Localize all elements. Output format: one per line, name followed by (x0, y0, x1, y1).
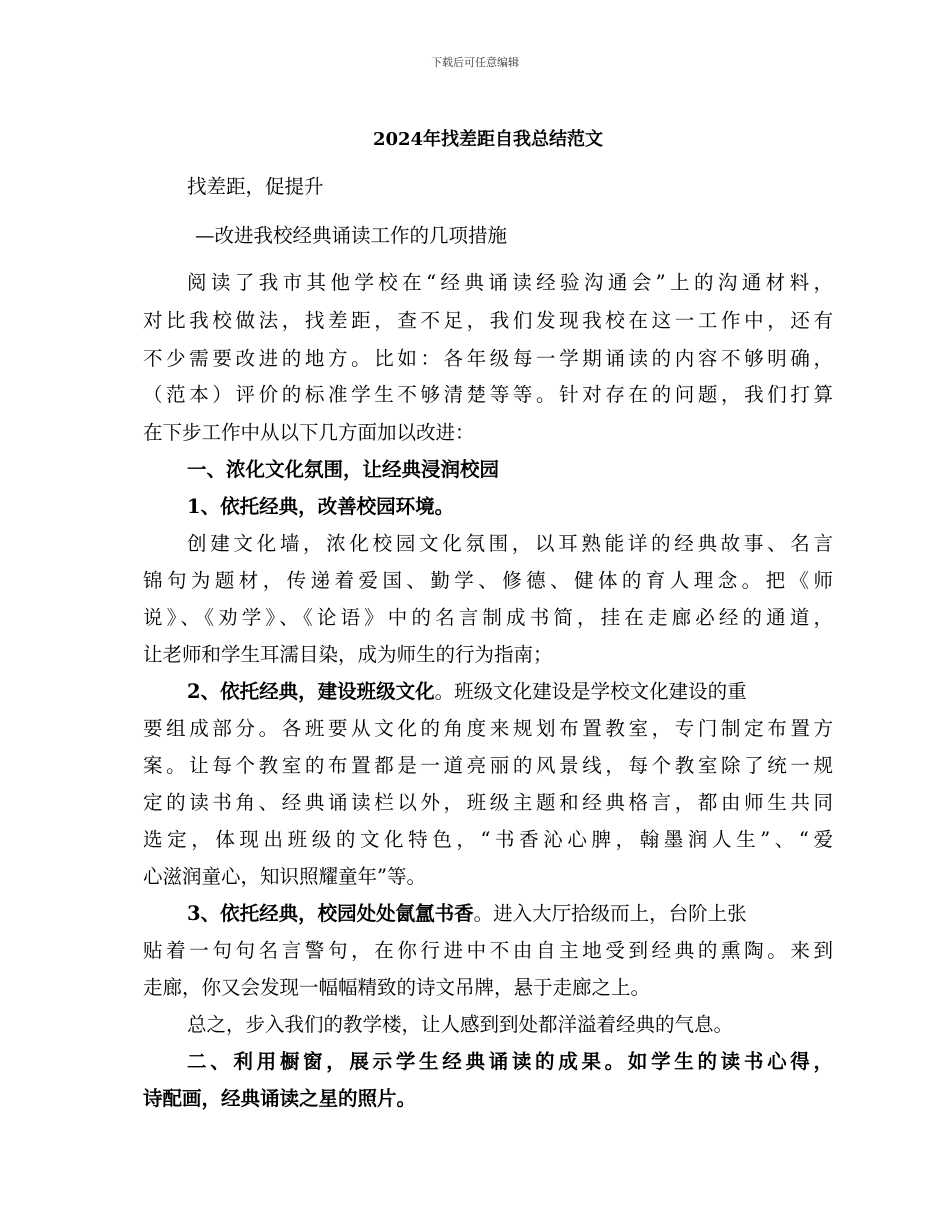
paragraph-line: 让老师和学生耳濡目染，成为师生的行为指南； (143, 643, 553, 666)
paragraph-line: 对比我校做法，找差距，查不足，我们发现我校在这一工作中，还有 (143, 309, 833, 332)
inline-text: 。班级文化建设是学校文化建设的重 (434, 680, 747, 703)
paragraph-line: 走廊，你又会发现一幅幅精致的诗文吊牌，悬于走廊之上。 (143, 976, 651, 999)
paragraph-line: 创建文化墙，浓化校园文化氛围，以耳熟能详的经典故事、名言 (187, 532, 833, 555)
paragraph-line (187, 677, 747, 707)
paragraph-line: 案。让每个教室的布置都是一道亮丽的风景线，每个教室除了统一规 (143, 754, 833, 777)
subtitle-sub: —改进我校经典诵读工作的几项措施 (195, 224, 508, 247)
paragraph-line: 定的读书角、经典诵读栏以外，班级主题和经典格言，都由师生共同 (143, 791, 833, 814)
subsection-heading: 1、依托经典，改善校园环境。 (187, 495, 455, 518)
subtitle-main: 找差距，促提升 (187, 175, 324, 198)
paragraph-line: 锦句为题材，传递着爱国、勤学、修德、健体的育人理念。把《师 (143, 569, 833, 592)
paragraph-line: 贴着一句句名言警句，在你行进中不由自主地受到经典的熏陶。来到 (143, 939, 833, 962)
paragraph-line: 要组成部分。各班要从文化的角度来规划布置教室，专门制定布置方 (143, 717, 833, 740)
section-heading: 一、浓化文化氛围，让经典浸润校园 (187, 458, 500, 481)
section-heading: 诗配画，经典诵读之星的照片。 (143, 1087, 417, 1110)
paragraph-line: 在下步工作中从以下几方面加以改进： (143, 421, 475, 444)
document-title: 2024年找差距自我总结范文 (372, 129, 604, 150)
paragraph-line: 选定，体现出班级的文化特色，“书香沁心脾，翰墨润人生”、“爱 (143, 828, 833, 851)
paragraph-line: 心滋润童心，知识照耀童年”等。 (143, 865, 426, 888)
inline-text: 。进入大厅拾级而上，台阶上张 (473, 902, 747, 925)
paragraph-line: （范本）评价的标准学生不够清楚等等。针对存在的问题，我们打算 (143, 383, 833, 406)
paragraph-line: 说》、《劝学》、《论语》中的名言制成书简，挂在走廊必经的通道， (143, 606, 833, 629)
paragraph-line: 阅读了我市其他学校在“经典诵读经验沟通会”上的沟通材料， (187, 271, 833, 294)
inline-heading: 3、依托经典，校园处处氤氲书香 (187, 902, 474, 925)
page-header: 下载后可任意编辑 (431, 56, 519, 69)
paragraph-line: 不少需要改进的地方。比如：各年级每一学期诵读的内容不够明确， (143, 347, 833, 370)
paragraph-line (187, 899, 747, 929)
section-heading: 二、利用橱窗，展示学生经典诵读的成果。如学生的读书心得， (187, 1050, 833, 1073)
inline-heading: 2、依托经典，建设班级文化 (187, 680, 435, 703)
paragraph-line: 总之，步入我们的教学楼，让人感到到处都洋溢着经典的气息。 (187, 1013, 734, 1036)
